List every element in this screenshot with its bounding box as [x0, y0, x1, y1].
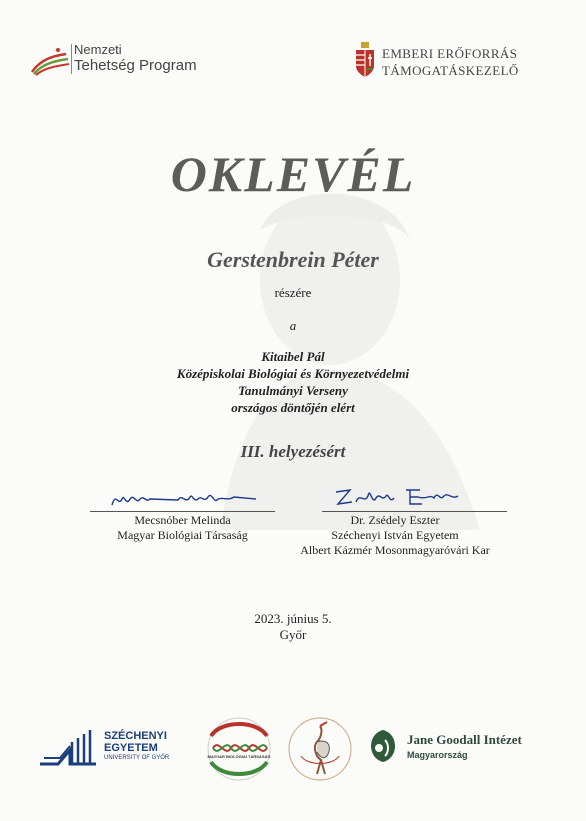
ntp-logo [30, 40, 210, 80]
recipient-name: Gerstenbrein Péter [207, 247, 379, 272]
right-signer-name: Dr. Zsédely Eszter [350, 513, 440, 527]
left-signer-block [70, 513, 295, 543]
right-signer-block [275, 513, 515, 558]
right-signature-line [322, 511, 507, 512]
stork-emblem-logo [287, 716, 353, 782]
ntp-line1: Nemzeti [74, 42, 122, 57]
sze-line2: EGYETEM [104, 742, 158, 754]
reszere-text: részére [274, 285, 312, 300]
ntp-wave-icon [30, 46, 70, 76]
emmi-line1: EMBERI ERŐFORRÁS [382, 46, 518, 61]
footer-logos [0, 712, 586, 792]
right-signature [330, 482, 470, 512]
right-signature-image [330, 482, 470, 512]
mbt-text: MAGYAR BIOLÓGIAI TÁRSASÁG [207, 754, 271, 759]
competition-line3: Tanulmányi Verseny [238, 383, 348, 398]
emmi-logo [354, 42, 544, 82]
sze-logo [38, 728, 188, 772]
issue-city: Győr [279, 627, 307, 642]
left-signature-line [90, 511, 275, 512]
sze-mark-icon [38, 728, 98, 768]
sze-line1: SZÉCHENYI [104, 730, 167, 742]
mbt-logo [205, 716, 273, 782]
right-signer-org2: Albert Kázmér Mosonmagyaróvári Kar [300, 543, 490, 557]
left-signature-image [108, 487, 258, 513]
coat-of-arms-icon [354, 42, 376, 78]
sze-line3: UNIVERSITY OF GYŐR [104, 755, 170, 761]
jgi-line2: Magyarország [407, 750, 468, 760]
mbt-emblem-icon [205, 716, 273, 782]
left-signer-org: Magyar Biológiai Társaság [117, 528, 248, 542]
competition-line4: országos döntőjén elért [231, 400, 355, 415]
document-title: OKLEVÉL [170, 146, 416, 202]
stork-icon [287, 716, 353, 782]
competition-line1: Kitaibel Pál [261, 349, 325, 364]
issue-date: 2023. június 5. [254, 611, 332, 626]
placement: III. helyezésért [240, 442, 346, 461]
jgi-leaf-icon [365, 728, 401, 764]
right-signer-org1: Széchenyi István Egyetem [331, 528, 459, 542]
jgi-line1: Jane Goodall Intézet [407, 732, 522, 747]
emmi-line2: TÁMOGATÁSKEZELŐ [382, 63, 519, 78]
left-signer-name: Mecsnóber Melinda [134, 513, 231, 527]
jgi-logo [365, 726, 555, 770]
article-a: a [289, 318, 297, 333]
ntp-line2: Tehetség Program [74, 57, 197, 74]
left-signature [108, 487, 258, 513]
competition-line2: Középiskolai Biológiai és Környezetvédelmi [176, 366, 410, 381]
ntp-divider [71, 44, 72, 74]
